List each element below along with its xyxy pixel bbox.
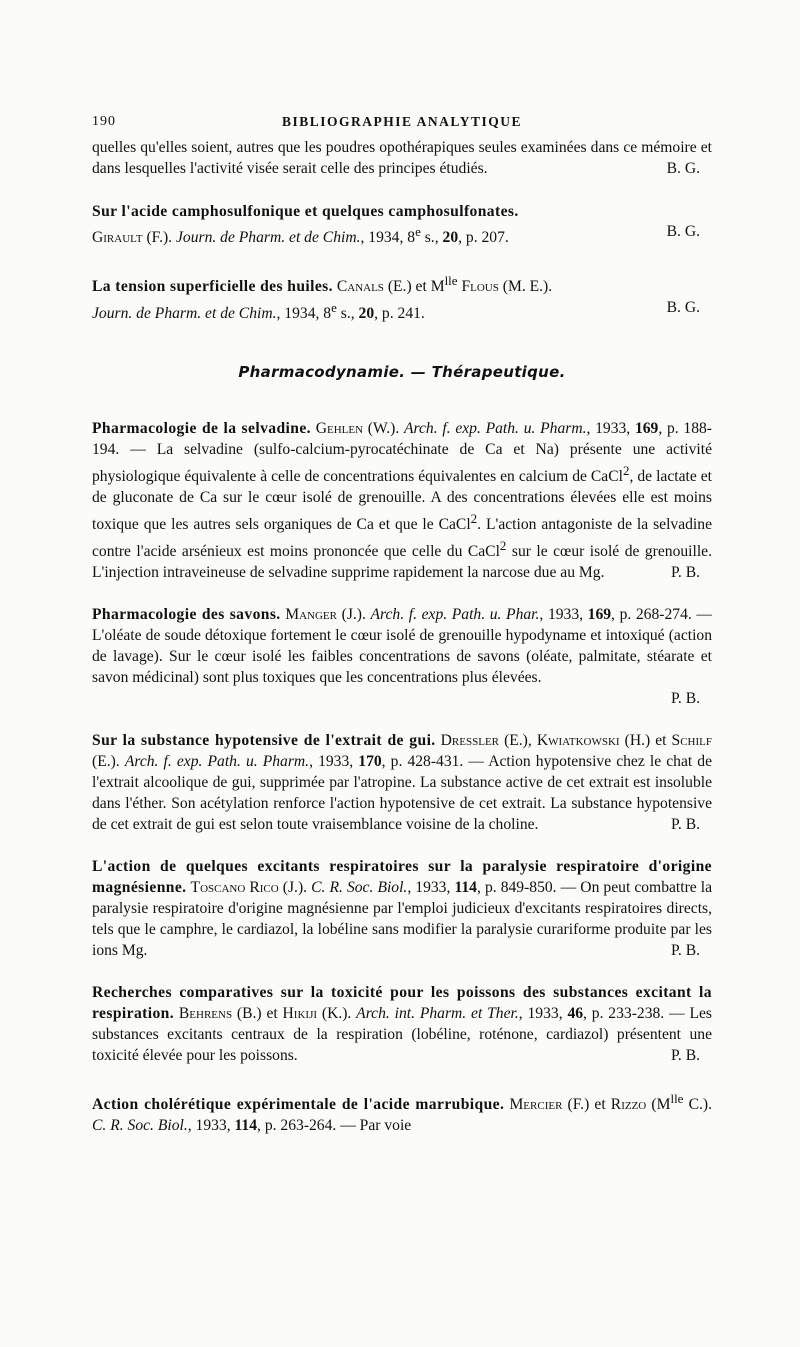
signature: P. B. [670, 941, 700, 959]
running-header [92, 114, 712, 138]
abstract-text: , p. 268-274. — L'oléate de soude détoxique fortement le cœur isolé de grenouille hypodyname et intoxiqué (action de lavage). Sur le cœur isolé les faibles concentrations de savons (oléate, palmitate, stéarate et savon médicinal) sont plus toxiques que les concentrations plus élevées. [92, 606, 712, 686]
journal-name: Journ. de Pharm. et de Chim. [92, 305, 277, 323]
entry-acide-marrubique: Action cholérétique expérimentale de l'acide marrubique. Mercier (F.) et Rizzo ($M^{lle}$ C.). C. R. Soc. Biol., 1933, 114, p. 263-264. — Par voie [92, 1090, 712, 1134]
volume: 46 [567, 1005, 584, 1023]
volume: 169 [587, 606, 612, 624]
author-name: Schilf [671, 732, 712, 750]
author-name: Mercier [509, 1095, 563, 1113]
author-name: Kwiatkowski [536, 732, 620, 750]
volume: 114 [454, 879, 477, 897]
entry-camphosulfonique: Sur l'acide camphosulfonique et quelques camphosulfonates. Girault (F.). Journ. de Pharm. et de Chim., 1934, 8e s., 20, p. 207. B. G. [92, 202, 712, 250]
entry-toxicite-poissons: Recherches comparatives sur la toxicité pour les poissons des substances excitant la respiration. Behrens (B.) et Hikiji (K.). Arch. int. Pharm. et Ther., 1933, 46, p. 233-238. — Les substances excitants centraux de la respiration (lobéline, roténone, cardiazol) présentent une toxicité élevée pour les poissons. P. B. [92, 983, 712, 1066]
page-number: 190 [92, 114, 116, 129]
volume: 169 [634, 420, 659, 438]
section-heading: Pharmacodynamie. — Thérapeutique. [238, 363, 566, 382]
signature: P. B. [670, 815, 700, 833]
author-name: Toscano Rico [190, 879, 279, 897]
journal-name: Journ. de Pharm. et de Chim. [175, 229, 361, 247]
entry-title: L'action de quelques excitants respiratoires sur la paralysie respiratoire d'origine magnésienne. [92, 858, 712, 897]
entry-selvadine: Pharmacologie de la selvadine. Gehlen (W.). Arch. f. exp. Path. u. Pharm., 1933, 169, p. 188-194. — La selvadine (sulfo-calcium-pyrocatéchinate de Ca et Na) présente une activité physiologique équivalente à celle de concentrations équivalentes en calcium de CaCl$^2$, de lactate et de gluconate de Ca sur le cœur isolé de grenouille. A des concentrations élevées elle est moins toxique que les autres sels organiques de Ca et que le CaCl$^2$. L'action antagoniste de la selvadine contre l'acide arsénieux est moins prononcée que celle du CaCl$^2$ sur le cœur isolé de grenouille. L'injection intraveineuse de selvadine supprime rapidement la narcose due au Mg. P. B. [92, 419, 712, 583]
entry-tension-superficielle: La tension superficielle des huiles. Canals (E.) et $M^{lle}$ Flous (M. E.). Journ. de Pharm. et de Chim., 1934, 8e s., 20, p. 241. B. G. [92, 271, 712, 325]
abstract-text: , p. 428-431. — Action hypotensive chez le chat de l'extrait alcoolique de gui, supprimée par l'atropine. La substance active de cet extrait est insoluble dans l'éther. Son acétylation renforce l'action hypotensive de cet extrait. La substance hypotensive de cet extrait de gui est selon toute vraisemblance voisine de la choline. [92, 753, 713, 833]
continuation-paragraph [92, 138, 712, 180]
journal-name: Arch. int. Pharm. et Ther. [356, 1005, 519, 1023]
author-name: Canals [336, 278, 384, 296]
volume: 20 [442, 229, 459, 247]
entry-title: La tension superficielle des huiles. [92, 278, 333, 296]
abstract-text: , p. 849-850. — On peut combattre la paralysie respiratoire d'origine magnésienne par l'emploi judicieux d'excitants respiratoires directs, tels que le camphre, le cardiazol, la lobéline sans modifier la paralysie curariforme produite par les ions Mg. [92, 879, 713, 959]
continuation-text: quelles qu'elles soient, autres que les poudres opothérapiques seules examinées dans ce mémoire et dans lesquelles l'activité visée serait celle des principes étudiés. [92, 139, 712, 177]
journal-name: C. R. Soc. Biol. [92, 1116, 188, 1134]
entry-title: Sur l'acide camphosulfonique et quelques camphosulfonates. [92, 202, 519, 220]
entry-savons: Pharmacologie des savons. Manger (J.). Arch. f. exp. Path. u. Phar., 1933, 169, p. 268-274. — L'oléate de soude détoxique fortement le cœur isolé de grenouille hypodyname et intoxiqué (action de lavage). Sur le cœur isolé les faibles concentrations de savons (oléate, palmitate, stéarate et savon médicinal) sont plus toxiques que les concentrations plus élevées. P. B. [92, 605, 712, 709]
signature: P. B. [670, 689, 700, 707]
volume: 170 [358, 753, 382, 771]
author-name: Behrens [178, 1005, 233, 1023]
running-title: BIBLIOGRAPHIE ANALYTIQUE [282, 114, 522, 129]
journal-name: Arch. f. exp. Path. u. Phar. [370, 606, 540, 624]
entry-gui: Sur la substance hypotensive de l'extrait de gui. Dressler (E.), Kwiatkowski (H.) et Schilf (E.). Arch. f. exp. Path. u. Pharm., 1933, 170, p. 428-431. — Action hypotensive chez le chat de l'extrait alcoolique de gui, supprimée par l'atropine. La substance active de cet extrait est insoluble dans l'éther. Son acétylation renforce l'action hypotensive de cet extrait. La substance hypotensive de cet extrait de gui est selon toute vraisemblance voisine de la choline. P. B. [92, 731, 712, 835]
abstract-text: , p. 233-238. — Les substances excitants centraux de la respiration (lobéline, roténone, cardiazol) présentent une toxicité élevée pour les poissons. [92, 1005, 712, 1064]
author-name: Flous [461, 278, 499, 296]
journal-name: Arch. f. exp. Path. u. Pharm. [403, 420, 587, 438]
signature: P. B. [670, 563, 700, 581]
entry-title: Action cholérétique expérimentale de l'acide marrubique. [92, 1095, 505, 1113]
signature: B. G. [666, 299, 700, 317]
entry-title: Pharmacologie des savons. [92, 606, 281, 624]
author-name: Manger [285, 606, 337, 624]
abstract-text: , p. 188-194. — La selvadine (sulfo-calcium-pyrocatéchinate de Ca et Na) présente une activité physiologique équivalente à celle de concentrations équivalentes en calcium de CaCl [92, 420, 713, 486]
entry-title: Sur la substance hypotensive de l'extrait de gui. [92, 732, 436, 750]
abstract-text: , p. 263-264. — Par voie [257, 1116, 412, 1134]
signature: P. B. [670, 1046, 700, 1064]
entry-title: Recherches comparatives sur la toxicité pour les poissons des substances excitant la respiration. [92, 984, 712, 1023]
entry-title: Pharmacologie de la selvadine. [92, 420, 311, 438]
journal-name: C. R. Soc. Biol. [311, 879, 408, 897]
volume: 114 [234, 1116, 258, 1134]
author-name: Dressler [440, 732, 500, 750]
volume: 20 [358, 305, 375, 323]
entry-paralysie-respiratoire: L'action de quelques excitants respiratoires sur la paralysie respiratoire d'origine magnésienne. Toscano Rico (J.). C. R. Soc. Biol., 1933, 114, p. 849-850. — On peut combattre la paralysie respiratoire d'origine magnésienne par l'emploi judicieux d'excitants respiratoires directs, tels que le camphre, le cardiazol, la lobéline sans modifier la paralysie curariforme produite par les ions Mg. P. B. [92, 857, 712, 961]
author-name: Gehlen [315, 420, 364, 438]
author-name: Hikiji [282, 1005, 318, 1023]
author-name: Rizzo [610, 1095, 647, 1113]
signature: B. G. [666, 223, 700, 241]
author-name: Girault [92, 229, 143, 247]
journal-name: Arch. f. exp. Path. u. Pharm. [124, 753, 310, 771]
signature: B. G. [666, 159, 700, 177]
